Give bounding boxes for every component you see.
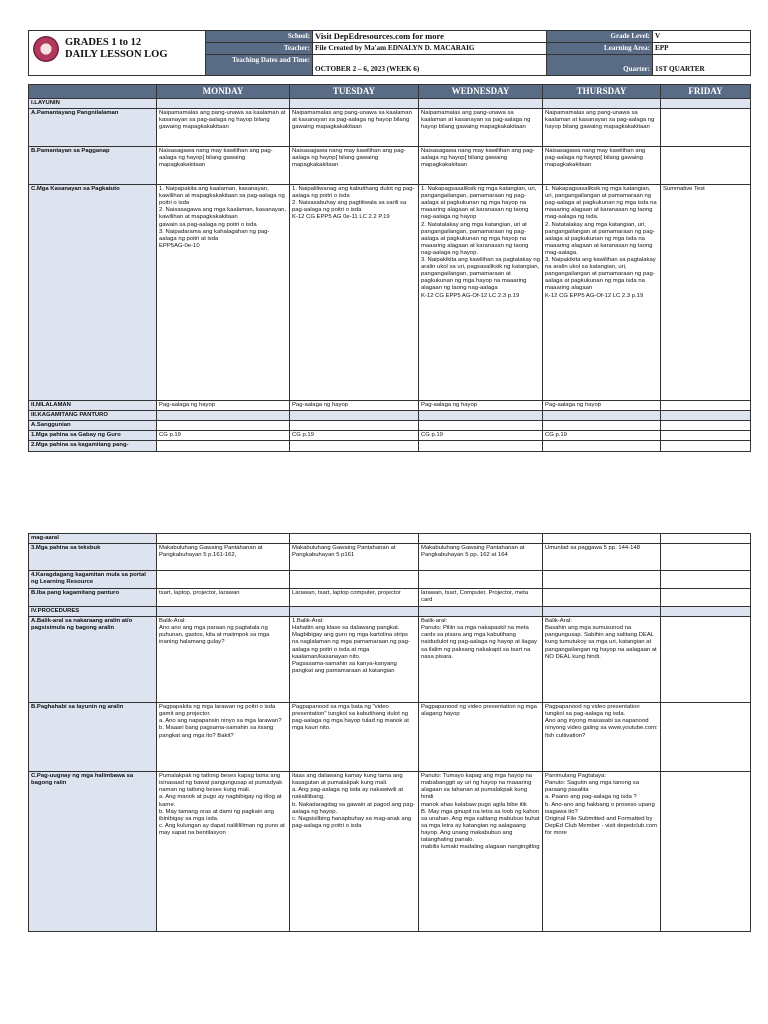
teacher-value: File Created by Ma'am EDNALYN D. MACARAIG bbox=[313, 43, 547, 55]
lesson-row bbox=[29, 421, 751, 431]
cell-tuesday bbox=[290, 534, 419, 544]
section-row bbox=[29, 607, 751, 617]
day-header-wednesday: WEDNESDAY bbox=[419, 85, 543, 99]
row-label: B.Iba pang kagamitang panturo bbox=[29, 589, 157, 607]
lesson-row bbox=[29, 147, 751, 185]
cell-wednesday bbox=[419, 571, 543, 589]
section-cell bbox=[661, 99, 751, 109]
lesson-row bbox=[29, 617, 751, 703]
school-value: Visit DepEdresources.com for more bbox=[313, 31, 547, 43]
cell-friday bbox=[661, 589, 751, 607]
cell-thursday: CG p.19 bbox=[543, 431, 661, 441]
section-title: III.KAGAMITANG PANTURO bbox=[29, 411, 157, 421]
cell-tuesday: Pagpapanood sa mga bata ng "video presentation" tungkol sa kabutihang dulot ng pag-aalaga ng mga hayop tulad ng manok at mga kauri nito. bbox=[290, 703, 419, 772]
row-label: C.Pag-uugnay ng mga halimbawa sa bagong raiin bbox=[29, 772, 157, 932]
day-header-tuesday: TUESDAY bbox=[290, 85, 419, 99]
section-cell bbox=[157, 607, 290, 617]
section-cell bbox=[543, 607, 661, 617]
cell-monday: Pag-aalaga ng hayop bbox=[157, 401, 290, 411]
cell-wednesday bbox=[419, 421, 543, 431]
cell-wednesday: Balik-aral: Panuto: Piliin sa mga nakapaskil na meta cards sa pisara ang mga kabutihang naidudulot ng pag-aalaga ng hayop at ilagay sa ilalim ng paksang nakakapit sa tsart na nasa pisara. bbox=[419, 617, 543, 703]
section-row bbox=[29, 99, 751, 109]
cell-monday: Pagpapakita ng mga larawan ng poitri o isda gamit ang projector. a. Ano ang napapansin ninyo sa mga larawan? b. Maaari bang pagsama-samahin sa iisang pangkat ang mga ito? Bakit? bbox=[157, 703, 290, 772]
cell-thursday bbox=[543, 589, 661, 607]
cell-wednesday: Pagpapanood ng video presentation ng mga alagang hayop bbox=[419, 703, 543, 772]
day-header-friday: FRIDAY bbox=[661, 85, 751, 99]
cell-friday bbox=[661, 617, 751, 703]
lesson-row bbox=[29, 534, 751, 544]
cell-wednesday: larawan, tsart, Computer, Projector, meta card bbox=[419, 589, 543, 607]
teacher-label: Teacher: bbox=[206, 43, 313, 55]
lesson-grid-page2 bbox=[28, 533, 751, 932]
cell-tuesday: 1.Balik-Aral: Hahatiin ang klase sa dalawang pangkat. Magbibigay ang guro ng mga kartolina strips na naglalaman ng mga pamamaraan ng pag-aalaga ng poitri o isda at mga kaalaman/kasanayan nito. Pagsasama-samahin sa kanya-kanyang pangkat ang pamamaraan at katangian bbox=[290, 617, 419, 703]
cell-monday: Naipamamalas ang pang-unawa sa kaalaman at kasanayan sa pag-aalaga ng hayop bilang gawaing mapagkakakitaan bbox=[157, 109, 290, 147]
cell-wednesday: Naisasagawa nang may kawilihan ang pag-aalaga ng hayop[ bilang gawaing mapagkakakitaan bbox=[419, 147, 543, 185]
cell-friday bbox=[661, 401, 751, 411]
cell-tuesday: Larawan, tsart, laptop computer, projector bbox=[290, 589, 419, 607]
cell-tuesday bbox=[290, 441, 419, 451]
row-label: B.Paghahabi sa layunin ng aralin bbox=[29, 703, 157, 772]
row-label: A.Sanggunian bbox=[29, 421, 157, 431]
cell-monday: tsart, laptop, projector, larawan bbox=[157, 589, 290, 607]
lesson-row bbox=[29, 401, 751, 411]
cell-tuesday: CG p.19 bbox=[290, 431, 419, 441]
cell-thursday: Pagpapanood ng video presentation tungkol sa pag-aalaga ng isda. Ano ang inyong masasabi sa napanood ninyong video galing sa www.youtube.com: fish cultivation? bbox=[543, 703, 661, 772]
cell-monday bbox=[157, 571, 290, 589]
cell-wednesday: Naipamamalas ang pang-unawa sa kaalaman at kasanayan sa pag-aalaga ng hayop bilang gawaing mapagkakakitaan bbox=[419, 109, 543, 147]
section-cell bbox=[419, 99, 543, 109]
cell-thursday: 1. Nakapagsasaliksik ng mga katangian, uri, pangangailangan at pamamaraan ng pag-aalaga at pagkukunan ng mga isda na maaaring alagaan at karanasan ng taong mag-aalaga ng isda. 2. Natatalakay ang mga katangian, uri, pangangailangan at pamamaraan ng pag-aalaga at pagkukunan ng mga isda na maaaring alagaan at karanasan ng taong mag-aalaga. 3. Naipakikita ang kawilihan sa pagtalakay na aralin ukol sa katangian, uri, pangangailangan at pamamaraan ng pag-aalaga at pagkukunan ng mga isda na maaaring alagaan K-12 CG EPP5 AG-Of-12 LC 2.3 p.19 bbox=[543, 185, 661, 401]
cell-thursday bbox=[543, 441, 661, 451]
cell-monday: Pumalakpak ng tatlong beses kapag tama ang isinasaad ng bawat pangungusap at pumadyak naman ng tatlong beses kung mali. a. Ang manok at pugo ay nagbibigay ng itlog at karne. b. May tamang oras at dami ng pagkain ang ibinibigay sa mga isda. c. Ang kulungan ay dapat nalilililiman ng puno at may sapat na bentilasyon bbox=[157, 772, 290, 932]
cell-friday bbox=[661, 703, 751, 772]
cell-thursday: Naisasagawa nang may kawilihan ang pag-aalaga ng hayop[ bilang gawaing mapagkakakitaan bbox=[543, 147, 661, 185]
section-cell bbox=[157, 99, 290, 109]
title-line1: GRADES 1 to 12 bbox=[65, 37, 142, 48]
row-label: mag-aaral bbox=[29, 534, 157, 544]
cell-thursday: Panimulang Pagtataya: Panuto: Sagutin ang mga tanong sa paraang pasalita a. Paano ang pag-aalaga ng isda ? b. Ano-ano ang hakbang o proseso upang isagawa ito? Original File Submitted and Formatted by DepEd Club Member - visit depedclub.com for more bbox=[543, 772, 661, 932]
cell-thursday: Naipamamalas ang pang-unawa sa kaalaman at kasanayan sa pag-aalaga ng hayop bilang gawaing mapagkakakitaan bbox=[543, 109, 661, 147]
cell-thursday: Umunlad sa paggawa 5 pp. 144-148 bbox=[543, 544, 661, 571]
cell-tuesday: 1. Naipaliliwanag ang kabutihang dulot ng pag-aalaga ng poitri o isda 2. Naisasabuhay ang pagtitiwala sa sarili sa pag-aalaga ng poitri o isda K-12 CG EPP5 AG 0e-11 LC 2.2 P.19 bbox=[290, 185, 419, 401]
cell-wednesday: Pag-aalaga ng hayop bbox=[419, 401, 543, 411]
lesson-row bbox=[29, 441, 751, 451]
cell-wednesday: CG p.19 bbox=[419, 431, 543, 441]
cell-monday: Balik-Aral: Ano ano ang mga paraan ng pagtatala ng puhunan, gastos, kita at maiimpok sa mga inaning halamang gulay? bbox=[157, 617, 290, 703]
title-line2: DAILY LESSON LOG bbox=[65, 49, 168, 60]
dates-value: OCTOBER 2 – 6, 2023 (WEEK 6) bbox=[313, 55, 547, 76]
cell-monday: 1. Naipapakita ang kaalaman, kasanayan, kawilihan at mapagkakakitaan sa pag-aalaga ng poitri o isda 2. Naisasagawa ang mga kaalaman, kasanayan, kawilihan at mapagkakakitaan gawain sa pag-aalaga ng poitri o isda 3. Naipadarama ang kahalagahan ng pag-aalaga ng poitri at isda EPP5AG-0e-10 bbox=[157, 185, 290, 401]
cell-wednesday: Panuto: Tumayo kapag ang mga hayop na mababanggit ay uri ng hayop na maaaring alagaan sa tahanan at pumalakpak kung hindi manok ahas kalabaw pugo agila bibe itik B. May mga ginupit na letra sa loob ng kahon sa unahan. Ang mga salitang mabubuo buhat sa mga letra ay katangian ng aalagaang hayop. Ang unang makabubuo ang tatanghaling panalo. mabilis lumaki madaling alagaan nangingitlog bbox=[419, 772, 543, 932]
grade-label: Grade Level: bbox=[547, 31, 653, 43]
cell-wednesday: 1. Nakapagsasaliksik ng mga katangian, uri, pangangailangan, pamamaraan ng pag-aalaga at pagkukunan ng mga hayop na maaaring alagaan at karanasan ng taong nag-aalaga ng hayop 2. Natatalakay ang mga katangian, uri at pangangailangan, pamamaraan ng pag-aalaga at pagkukunan ng mga hayop na maaaring alagaan at karanasan ng taong nag-aalaga ng hayop. 3. Naipakikita ang kawilihan sa pagtalakay ng aralin ukol sa uri, pagsasaliksik ng katangian, pangangailangan, pamamaraan at pagkukunan ng mga hayop na maaaring alagaan ng taong nag-aalaga K-12 CG EPP5 AG-Of-12 LC 2.3 p.19 bbox=[419, 185, 543, 401]
cell-monday: CG p.19 bbox=[157, 431, 290, 441]
cell-friday bbox=[661, 534, 751, 544]
cell-monday bbox=[157, 421, 290, 431]
row-label: 3.Mga pahina sa teksbuk bbox=[29, 544, 157, 571]
section-cell bbox=[290, 607, 419, 617]
section-row bbox=[29, 411, 751, 421]
header-logo-cell bbox=[29, 31, 206, 76]
day-header-thursday: THURSDAY bbox=[543, 85, 661, 99]
cell-friday bbox=[661, 109, 751, 147]
school-label: School: bbox=[206, 31, 313, 43]
lesson-row bbox=[29, 772, 751, 932]
quarter-value: 1ST QUARTER bbox=[653, 55, 751, 76]
lesson-row bbox=[29, 185, 751, 401]
cell-tuesday: Itaas ang dalawang kamay kung tama ang kasagutan at pumalakpak kung mali. a. Ang pag-aalaga ng isda ay nakawiwili at nakalilibang. b. Nakadaragdag sa gawain at pagod ang pag-aalaga ng hayop. c. Nagsisilbing hanapbuhay sa mag-anak ang pag-aalaga ng poitri o isda bbox=[290, 772, 419, 932]
day-header-blank bbox=[29, 85, 157, 99]
cell-monday bbox=[157, 534, 290, 544]
section-cell bbox=[543, 99, 661, 109]
header-table bbox=[28, 30, 751, 76]
cell-monday bbox=[157, 441, 290, 451]
cell-thursday bbox=[543, 571, 661, 589]
day-header-monday: MONDAY bbox=[157, 85, 290, 99]
section-cell bbox=[419, 607, 543, 617]
grade-value: V bbox=[653, 31, 751, 43]
section-cell bbox=[290, 99, 419, 109]
quarter-label: Quarter: bbox=[547, 55, 653, 76]
lesson-row bbox=[29, 571, 751, 589]
lesson-row bbox=[29, 589, 751, 607]
section-cell bbox=[543, 411, 661, 421]
row-label: B.Pamantayan sa Pagganap bbox=[29, 147, 157, 185]
cell-thursday bbox=[543, 421, 661, 431]
cell-wednesday bbox=[419, 441, 543, 451]
cell-friday: Summative Test bbox=[661, 185, 751, 401]
deped-seal-icon bbox=[33, 36, 59, 62]
cell-friday bbox=[661, 431, 751, 441]
cell-tuesday: Naisasagawa nang may kawilihan ang pag-aalaga ng hayop[ bilang gawaing mapagkakakitaan bbox=[290, 147, 419, 185]
cell-tuesday: Makabuluhang Gawaing Pantahanan at Pangkabuhayan 5 p161 bbox=[290, 544, 419, 571]
cell-friday bbox=[661, 147, 751, 185]
section-cell bbox=[661, 607, 751, 617]
row-label: A.Pamantayang Pangnilalaman bbox=[29, 109, 157, 147]
lesson-row bbox=[29, 703, 751, 772]
cell-thursday bbox=[543, 534, 661, 544]
lesson-grid-page1 bbox=[28, 84, 751, 452]
day-header-row bbox=[29, 85, 751, 99]
section-cell bbox=[157, 411, 290, 421]
cell-tuesday bbox=[290, 571, 419, 589]
area-value: EPP bbox=[653, 43, 751, 55]
cell-friday bbox=[661, 441, 751, 451]
section-title: IV.PROCEDURES bbox=[29, 607, 157, 617]
area-label: Learning Area: bbox=[547, 43, 653, 55]
section-cell bbox=[661, 411, 751, 421]
section-title: I.LAYUNIN bbox=[29, 99, 157, 109]
cell-wednesday bbox=[419, 534, 543, 544]
row-label: 2.Mga pahina sa kagamitang pang- bbox=[29, 441, 157, 451]
lesson-row bbox=[29, 431, 751, 441]
cell-thursday: Balik-Aral: Basahin ang mga sumusunod na pangungusap. Sabihin ang salitang DEAL kung tumutukoy sa mga uri, katangian at pangangailangan ng hayop na aalagaan at NO DEAL kung hindi. bbox=[543, 617, 661, 703]
row-label: C.Mga Kasanayan sa Pagkatuto bbox=[29, 185, 157, 401]
row-label: II.NILALAMAN bbox=[29, 401, 157, 411]
cell-thursday: Pag-aalaga ng hayop bbox=[543, 401, 661, 411]
cell-friday bbox=[661, 571, 751, 589]
cell-wednesday: Makabuluhang Gawaing Pantahanan at Pangkabuhayan 5 pp. 162 at 164 bbox=[419, 544, 543, 571]
cell-friday bbox=[661, 772, 751, 932]
section-cell bbox=[419, 411, 543, 421]
row-label: 4.Karagdagang kagamitan mula sa portal ng Learning Resource bbox=[29, 571, 157, 589]
cell-friday bbox=[661, 544, 751, 571]
lesson-row bbox=[29, 109, 751, 147]
dates-label: Teaching Dates and Time: bbox=[206, 55, 313, 76]
cell-monday: Naisasagawa nang may kawilihan ang pag-aalaga ng hayop[ bilang gawaing mapagkakakitaan bbox=[157, 147, 290, 185]
cell-tuesday: Pag-aalaga ng hayop bbox=[290, 401, 419, 411]
cell-friday bbox=[661, 421, 751, 431]
row-label: A.Balik-aral sa nakaraang aralin at/o pagsisimula ng bagong aralin bbox=[29, 617, 157, 703]
section-cell bbox=[290, 411, 419, 421]
lesson-row bbox=[29, 544, 751, 571]
cell-tuesday bbox=[290, 421, 419, 431]
cell-monday: Makabuluhang Gawaing Pantahanan at Pangkabuhayan 5 p.161-162, bbox=[157, 544, 290, 571]
row-label: 1.Mga pahina sa Gabay ng Guro bbox=[29, 431, 157, 441]
cell-tuesday: Naipamamalas ang pang-unawa sa kaalaman at kasanayan sa pag-aalaga ng hayop bilang gawaing mapagkakakitaan bbox=[290, 109, 419, 147]
